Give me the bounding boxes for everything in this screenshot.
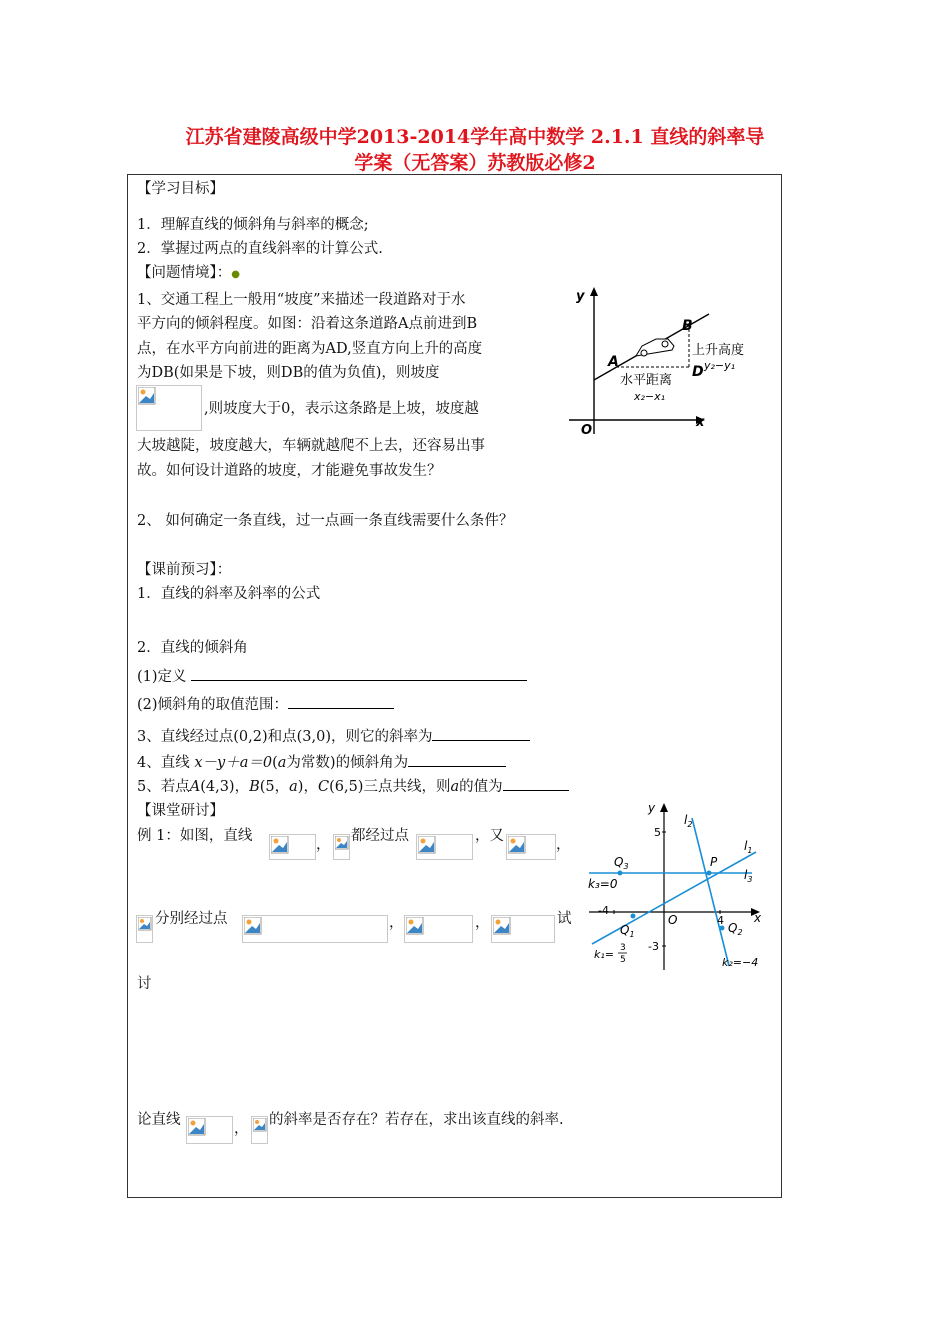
formula-image-placeholder [136, 915, 153, 943]
point-q1 [631, 914, 636, 919]
formula-image-placeholder [404, 915, 473, 943]
example1-discuss: 讨 [137, 976, 152, 992]
document-title-line-2: 学案（无答案）苏教版必修2 [354, 152, 596, 174]
fig1-rise-expr: y₂−y₁ [704, 359, 736, 372]
stray-dot: ● [231, 269, 240, 280]
example1-end-prefix: 论直线 [137, 1112, 181, 1128]
fig1-label-a: A [608, 354, 619, 370]
preview-q2a: (1)定义 [137, 665, 527, 688]
fig2-label-o: O [668, 913, 678, 927]
lines-figure [584, 800, 774, 976]
document-title-line-1: 江苏省建陵高级中学2013-2014学年高中数学 2.1.1 直线的斜率导 [185, 126, 765, 148]
example1-also: ，又 [475, 828, 504, 844]
formula-image-placeholder [136, 385, 202, 431]
situation-p1-line-2: 平方向的倾斜程度。如图：沿着这条道路A点前进到B [137, 316, 478, 332]
fig2-label-k2: k₂=−4 [722, 956, 759, 969]
slope-figure [564, 284, 774, 450]
fig2-label-x: x [754, 911, 762, 925]
fig2-tick-5: 5 [654, 826, 661, 839]
fig1-run-label: 水平距离 [620, 373, 673, 388]
fig2-tick-4: 4 [717, 914, 724, 927]
formula-image-placeholder [491, 915, 555, 943]
fig2-label-q1: $Q_1$ [620, 923, 635, 939]
formula-image-placeholder [506, 834, 556, 860]
situation-p2: 2、 如何确定一条直线，过一点画一条直线需要什么条件？ [137, 513, 514, 529]
preview-q3: 3、直线经过点(0,2)和点(3,0)，则它的斜率为 [137, 725, 530, 748]
goal-item-2: 2．掌握过两点的直线斜率的计算公式. [137, 241, 383, 257]
preview-q4: 4、直线 x－y＋a＝0(a为常数)的倾斜角为 [137, 751, 506, 774]
preview-q1: 1．直线的斜率及斜率的公式 [137, 586, 321, 602]
line-l2 [692, 818, 729, 966]
fig1-label-x: x [696, 415, 705, 430]
angle-blank[interactable] [408, 751, 506, 767]
example1-try: 试 [557, 911, 572, 927]
example1-comma: ， [316, 837, 331, 853]
example1-comma-2: ， [389, 915, 404, 931]
fig2-k1-numerator: 3 [620, 943, 626, 953]
fig2-label-k1: k₁= [594, 948, 614, 961]
fig2-y-axis-arrow [660, 803, 668, 812]
formula-image-placeholder [186, 1116, 233, 1144]
example1-prefix: 例 1：如图，直线 [137, 828, 253, 844]
example1-comma-3: ， [475, 915, 490, 931]
fig2-label-k3: k₃=0 [588, 877, 618, 891]
situation-p1-line-6: 大坡越陡，坡度越大，车辆就越爬不上去，还容易出事 [137, 438, 485, 454]
y-axis-arrow [590, 287, 598, 296]
a-value-blank[interactable] [503, 775, 569, 791]
situation-p1-line-1: 1、交通工程上一般用“坡度”来描述一段道路对于水 [137, 292, 466, 308]
fig2-label-q3: $Q_3$ [614, 855, 629, 871]
formula-image-placeholder [269, 834, 316, 860]
situation-p1-line-4: 为DB(如果是下坡，则DB的值为负值)，则坡度 [137, 365, 440, 381]
fig1-label-y: y [576, 289, 585, 304]
class-header: 【课堂研讨】 [137, 803, 224, 819]
fig1-label-d: D [692, 364, 704, 380]
formula-image-placeholder [242, 915, 388, 943]
fig2-k1-denominator: 5 [620, 955, 626, 965]
example1-comma-end: ， [556, 837, 571, 853]
situation-header: 【问题情境】：● [137, 265, 240, 281]
situation-p1-line-3: 点，在水平方向前进的距离为AD,竖直方向上升的高度 [137, 341, 483, 357]
fig1-rise-label: 上升高度 [692, 343, 745, 358]
definition-blank[interactable] [191, 665, 527, 681]
situation-p1-line-5: ,则坡度大于0，表示这条路是上坡，坡度越 [204, 401, 479, 417]
goal-item-1: 1．理解直线的倾斜角与斜率的概念; [137, 217, 369, 233]
fig1-label-o: O [581, 423, 593, 438]
preview-q2: 2．直线的倾斜角 [137, 640, 248, 656]
fig1-run-expr: x₂−x₁ [634, 390, 666, 403]
slope-blank[interactable] [432, 725, 530, 741]
point-p [707, 871, 712, 876]
point-q3 [618, 871, 623, 876]
car-icon [636, 339, 674, 356]
goals-header: 【学习目标】 [137, 181, 224, 197]
fig2-label-y: y [648, 801, 656, 815]
range-blank[interactable] [288, 693, 394, 709]
formula-image-placeholder [251, 1116, 268, 1144]
preview-q2b: (2)倾斜角的取值范围： [137, 693, 394, 716]
situation-p1-line-7: 故。如何设计道路的坡度，才能避免事故发生？ [137, 463, 442, 479]
formula-image-placeholder [333, 834, 350, 860]
example1-line2-prefix: 分别经过点 [155, 911, 228, 927]
example1-end-question: 的斜率是否存在？若存在，求出该直线的斜率. [269, 1112, 564, 1128]
fig2-label-l2: $l_2$ [684, 813, 693, 829]
example1-end-comma: ， [234, 1121, 249, 1137]
fig2-label-q2: $Q_2$ [728, 921, 743, 937]
fig2-label-l1: $l_1$ [744, 839, 753, 855]
fig2-tick-m4: -4 [598, 904, 609, 917]
fig2-label-p: P [710, 855, 718, 869]
example1-through-point: 都经过点 [351, 828, 409, 844]
fig2-label-l3: $l_3$ [744, 868, 753, 884]
preview-q5: 5、若点A(4,3)，B(5，a)，C(6,5)三点共线，则a的值为 [137, 775, 569, 798]
fig1-label-b: B [682, 318, 693, 334]
fig2-tick-m3: -3 [648, 940, 659, 953]
preview-header: 【课前预习】： [137, 562, 232, 578]
formula-image-placeholder [416, 834, 473, 860]
